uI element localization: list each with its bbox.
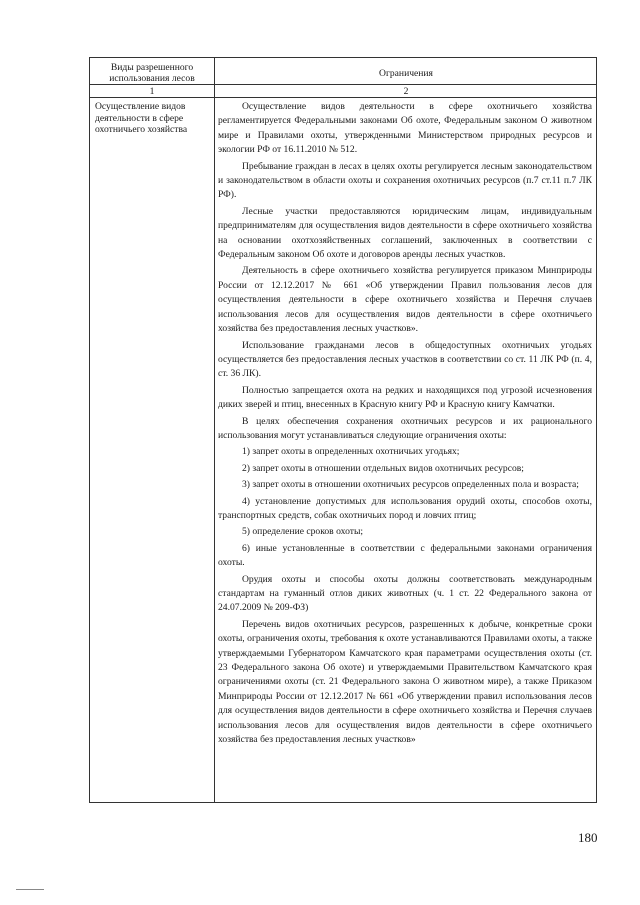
list-item: 4) установление допустимых для использования орудий охоты, способов охоты, транспортных средств, собак охотничьих пород и ловчих птиц; (218, 495, 592, 521)
page-number: 180 (578, 830, 598, 845)
list-item: 6) иные установленные в соответствии с федеральными законами ограничения охоты. (218, 542, 592, 569)
column-divider (214, 58, 215, 802)
column-header-restrictions: Ограничения (379, 68, 433, 79)
header-row-divider (90, 84, 596, 85)
list-item: 1) запрет охоты в определенных охотничьих угодьях; (242, 446, 460, 458)
scan-edge-mark (16, 889, 44, 890)
paragraph: Перечень видов охотничьих ресурсов, разрешенных к добыче, конкретные сроки охоты, ограничения охоты, требования к охоте устанавливаются Правилами охоты, а также утверждаемыми Губернатором Камчатского края параметрами осуществления охоты (ст. 23 Федерального закона Об охоте) и утверждаемыми Правительством Камчатского края ограничениями охоты (ст. 21 Федерального закона О животном мире), а также Приказом Минприроды России от 12.12.2017 № 661 «Об утверждении правил использования лесов для осуществления видов деятельности в сфере охотничьего хозяйства и Перечня случаев использования лесов для осуществления видов деятельности в сфере охотничьего хозяйства без предоставления лесных участков» (218, 618, 592, 746)
list-item: 5) определение сроков охоты; (242, 526, 364, 538)
list-item: 2) запрет охоты в отношении отдельных видов охотничьих ресурсов; (242, 462, 524, 474)
paragraph: В целях обеспечения сохранения охотничьих ресурсов и их рационального использования могут устанавливаться следующие ограничения охоты: (218, 415, 592, 441)
column-number-1: 1 (149, 86, 155, 97)
paragraph: Полностью запрещается охота на редких и находящихся под угрозой исчезновения диких зверей и птиц, внесенных в Красную книгу РФ и Красную книгу Камчатки. (218, 384, 592, 411)
column-number-2: 2 (403, 86, 409, 97)
restrictions-table (89, 57, 597, 803)
restrictions-cell (218, 100, 592, 749)
paragraph: Использование гражданами лесов в общедоступных охотничьих угодьях осуществляется без предоставления лесных участков в соответствии со ст. 11 ЛК РФ (п. 4, ст. 36 ЛК). (218, 339, 592, 380)
paragraph: Лесные участки предоставляются юридическим лицам, индивидуальным предпринимателям для осуществления видов деятельности в сфере охотничьего хозяйства на основании охотхозяйственных соглашений, заключенных в соответствии с Федеральным законом Об охоте и договоров аренды лесных участков. (218, 205, 592, 261)
column-header-use-types: Виды разрешенного использования лесов (109, 62, 195, 84)
list-item: 3) запрет охоты в отношении охотничьих ресурсов определенных пола и возраста; (242, 479, 579, 491)
paragraph: Пребывание граждан в лесах в целях охоты регулируется лесным законодательством и законодательством в области охоты и сохранения охотничьих ресурсов (п.7 ст.11 п.7 ЛК РФ). (218, 160, 592, 201)
paragraph: Осуществление видов деятельности в сфере охотничьего хозяйства регламентируется Федеральными законами Об охоте, Федеральным законом О животном мире и Правилами охоты, утвержденными Министерством природных ресурсов и экологии РФ от 16.11.2010 № 512. (218, 101, 592, 156)
paragraph: Деятельность в сфере охотничьего хозяйства регулируется приказом Минприроды России от 12.12.2017 № 661 «Об утверждении Правил пользования лесов для осуществления деятельности в сфере охотничьего хозяйства и Перечня случаев использования лесов для осуществления видов деятельности в сфере охотничьего хозяйства без предоставления лесных участков». (218, 265, 592, 335)
number-row-divider (90, 97, 596, 98)
use-type-cell: Осуществление видов деятельности в сфере охотничьего хозяйства (95, 101, 188, 135)
paragraph: Орудия охоты и способы охоты должны соответствовать международным стандартам на гуманный отлов диких животных (ч. 1 ст. 22 Федерального закона от 24.07.2009 № 209-ФЗ) (218, 573, 592, 614)
